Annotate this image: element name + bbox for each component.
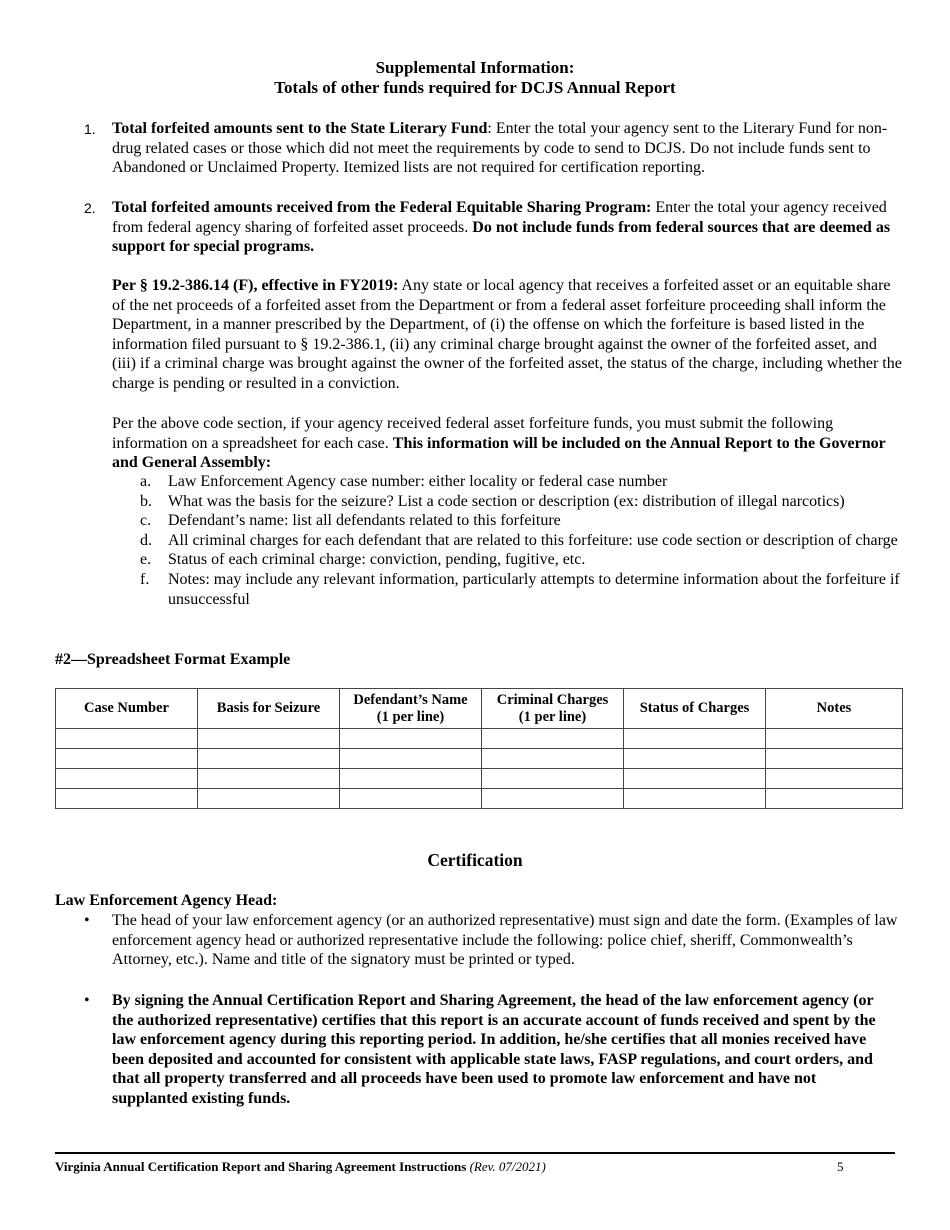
- list-text: What was the basis for the seizure? List a code section or description (ex: distribution of illegal narcotics): [168, 492, 845, 510]
- footer-doc-title: Virginia Annual Certification Report and Sharing Agreement Instructions: [55, 1159, 467, 1174]
- column-header-basis: Basis for Seizure: [198, 689, 340, 729]
- bullet-icon: •: [84, 992, 90, 1009]
- column-header-defendant: Defendant’s Name (1 per line): [340, 689, 482, 729]
- list-letter: d.: [140, 531, 152, 549]
- list-text: Defendant’s name: list all defendants related to this forfeiture: [168, 512, 561, 530]
- item-federal-sharing: [112, 198, 902, 257]
- list-text: Law Enforcement Agency case number: either locality or federal case number: [168, 473, 668, 490]
- list-letter: f.: [140, 570, 150, 588]
- footer-divider: [55, 1152, 895, 1154]
- column-header-case-number: Case Number: [56, 689, 198, 729]
- spreadsheet-heading: #2—Spreadsheet Format Example: [55, 651, 291, 668]
- required-info-list: [140, 472, 910, 609]
- spreadsheet-note: This information will be included on the Annual Report to the Governor and General Assembly:: [112, 434, 886, 472]
- item-heading: Total forfeited amounts received from the Federal Equitable Sharing Program:: [112, 199, 652, 216]
- list-text: Status of each criminal charge: conviction, pending, fugitive, etc.: [168, 551, 586, 569]
- column-header-notes: Notes: [766, 689, 903, 729]
- list-letter: e.: [140, 551, 152, 569]
- table-row: [56, 749, 903, 769]
- page-number: 5: [837, 1159, 844, 1174]
- list-item: [140, 472, 910, 492]
- bullet-icon: •: [84, 912, 90, 929]
- item-number: 2.: [84, 200, 96, 216]
- footer-title: [55, 1157, 546, 1177]
- list-item: [140, 570, 910, 609]
- agency-head-subheading: Law Enforcement Agency Head:: [55, 892, 278, 909]
- code-text: Any state or local agency that receives a forfeited asset or an equitable share of the net proceeds of a forfeited asset from the Department or from a federal asset forfeiture proceeding shall inform the Department, in a manner prescribed by the Department, of (i) the offense on which the forfeiture is based listed in the information filed pursuant to § 19.2-386.1, (ii) any criminal charge brought against the owner of the forfeited asset, and (iii) if a criminal charge was brought against the owner of the forfeited asset, the status of the charge, including whether the charge is pending or resulted in a conviction.: [112, 277, 902, 392]
- list-item: [140, 550, 910, 570]
- certification-heading: Certification: [427, 850, 523, 870]
- list-letter: b.: [140, 492, 152, 510]
- item-literary-fund: [112, 119, 902, 178]
- item-text: Enter the total your agency received from federal agency sharing of forfeited asset proceeds.: [112, 199, 887, 236]
- table-header-row: [56, 689, 903, 729]
- spreadsheet-text: Per the above code section, if your agency received federal asset forfeiture funds, you must submit the following information on a spreadsheet for each case.: [112, 415, 834, 452]
- column-header-status: Status of Charges: [624, 689, 766, 729]
- footer-revision: (Rev. 07/2021): [469, 1159, 546, 1174]
- column-header-charges: Criminal Charges (1 per line): [482, 689, 624, 729]
- item-text: : Enter the total your agency sent to the Literary Fund for non-drug related cases or those which did not meet the requirements by code to send to DCJS. Do not include funds sent to Abandoned or Unclaimed Property. Itemized lists are not required for certification reporting.: [112, 120, 888, 177]
- list-item: [140, 531, 910, 551]
- spreadsheet-example-table: [55, 688, 903, 809]
- table-row: [56, 769, 903, 789]
- list-item: [140, 511, 910, 531]
- certification-bullet-attestation: By signing the Annual Certification Report and Sharing Agreement, the head of the law enforcement agency (or the authorized representative) certifies that this report is an accurate account of funds received and spent by the law enforcement agency during this reporting period. In addition, he/she certifies that all monies received have been deposited and accounted for consistent with applicable state laws, FASP regulations, and court orders, and that all property transferred and all proceeds have been used to promote law enforcement and have not supplanted existing funds.: [112, 992, 876, 1107]
- title-line-2: Totals of other funds required for DCJS Annual Report: [274, 78, 676, 97]
- list-text: All criminal charges for each defendant that are related to this forfeiture: use code section or description of charge: [168, 531, 898, 549]
- list-text: Notes: may include any relevant information, particularly attempts to determine information about the forfeiture if unsuccessful: [168, 570, 900, 608]
- item-heading: Total forfeited amounts sent to the State Literary Fund: [112, 120, 488, 137]
- list-letter: a.: [140, 473, 152, 490]
- table-row: [56, 789, 903, 809]
- code-paragraph: [112, 276, 902, 394]
- table-row: [56, 729, 903, 749]
- list-item: [140, 492, 910, 512]
- code-citation: Per § 19.2-386.14 (F), effective in FY2019:: [112, 277, 399, 294]
- spreadsheet-paragraph: [112, 414, 902, 473]
- list-letter: c.: [140, 512, 152, 530]
- item-warning: Do not include funds from federal sources that are deemed as support for special programs.: [112, 218, 891, 256]
- certification-bullet-signature: The head of your law enforcement agency (or an authorized representative) must sign and date the form. (Examples of law enforcement agency head or authorized representative include the following: police chief, sheriff, Commonwealth’s Attorney, etc.). Name and title of the signatory must be printed or typed.: [112, 912, 898, 969]
- title-line-1: Supplemental Information:: [375, 58, 575, 77]
- item-number: 1.: [84, 121, 96, 137]
